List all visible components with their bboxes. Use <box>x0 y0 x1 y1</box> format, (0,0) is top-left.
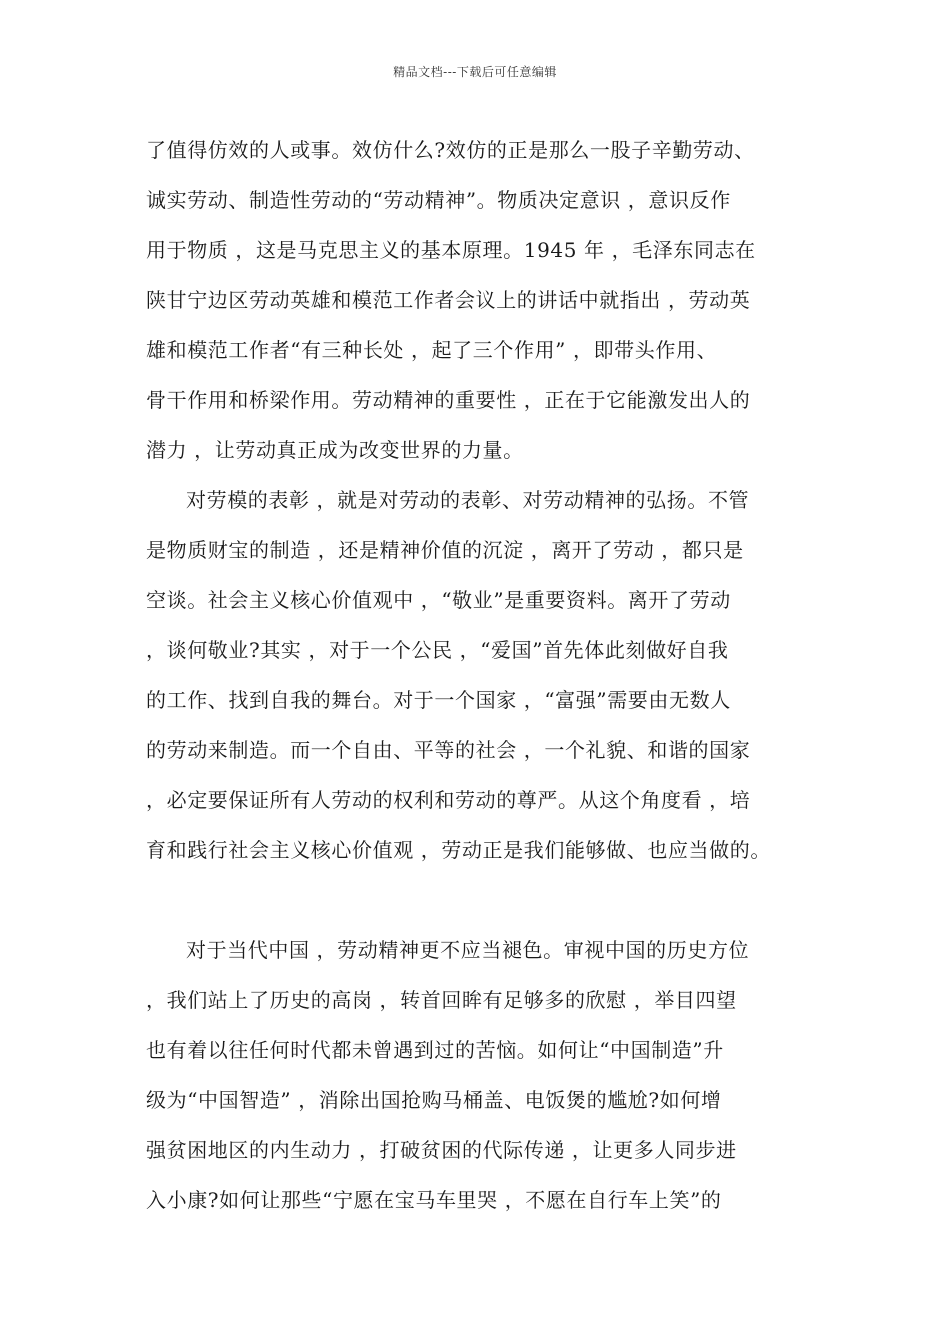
text-line: 的工作、找到自我的舞台。对于一个国家 ，“富强”需要由无数人 <box>146 688 731 712</box>
text-line: 潜力 ，让劳动真正成为改变世界的力量。 <box>146 438 524 462</box>
text-line: ，必定要保证所有人劳动的权利和劳动的尊严。从这个角度看 ，培 <box>146 788 751 812</box>
page-header: 精品文档---下载后可任意编辑 <box>393 65 557 79</box>
paragraph-first-line: 对劳模的表彰 ，就是对劳动的表彰、对劳动精神的弘扬。不管 <box>186 488 750 512</box>
text-line: 入小康?如何让那些“宁愿在宝马车里哭 ，不愿在自行车上笑”的 <box>146 1188 722 1212</box>
text-line: 骨干作用和桥梁作用。劳动精神的重要性 ，正在于它能激发出人的 <box>146 388 751 412</box>
text-line: 级为“中国智造” ，消除出国抢购马桶盖、电饭煲的尴尬?如何增 <box>146 1088 722 1112</box>
text-line: 强贫困地区的内生动力 ，打破贫困的代际传递 ，让更多人同步进 <box>146 1138 737 1162</box>
text-line: 的劳动来制造。而一个自由、平等的社会 ，一个礼貌、和谐的国家 <box>146 738 751 762</box>
text-line: 雄和模范工作者“有三种长处 ，起了三个作用” ，即带头作用、 <box>146 338 718 362</box>
text-line: 空谈。社会主义核心价值观中 ，“敬业”是重要资料。离开了劳动 <box>146 588 731 612</box>
text-line: 是物质财宝的制造 ，还是精神价值的沉淀 ，离开了劳动 ，都只是 <box>146 538 744 562</box>
text-line: 用于物质 ，这是马克思主义的基本原理。1945 年 ，毛泽东同志在 <box>146 238 756 262</box>
text-line: 诚实劳动、制造性劳动的“劳动精神”。物质决定意识 ，意识反作 <box>146 188 731 212</box>
text-line: 育和践行社会主义核心价值观 ，劳动正是我们能够做、也应当做的。 <box>146 838 771 862</box>
text-line: ，我们站上了历史的高岗 ，转首回眸有足够多的欣慰 ，举目四望 <box>146 988 737 1012</box>
text-line: 也有着以往任何时代都未曾遇到过的苦恼。如何让“中国制造”升 <box>146 1038 724 1062</box>
paragraph-first-line: 对于当代中国 ，劳动精神更不应当褪色。审视中国的历史方位 <box>186 938 750 962</box>
text-line: 了值得仿效的人或事。效仿什么?效仿的正是那么一股子辛勤劳动、 <box>146 138 755 162</box>
text-line: 陕甘宁边区劳动英雄和模范工作者会议上的讲话中就指出 ，劳动英 <box>146 288 751 312</box>
text-line: ，谈何敬业?其实 ，对于一个公民 ，“爱国”首先体此刻做好自我 <box>146 638 729 662</box>
